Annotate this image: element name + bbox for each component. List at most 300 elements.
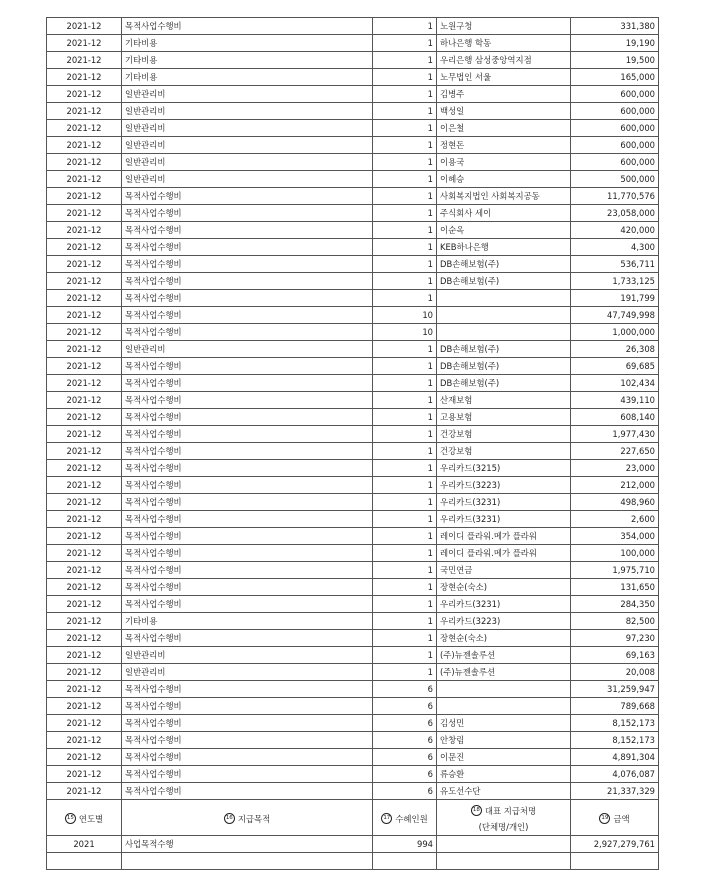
table-row [47, 681, 659, 698]
cell-payee [437, 324, 571, 341]
cell-amount: 600,000 [571, 120, 659, 137]
header-payee: 18 대표 지급처명 (단체명/개인) [437, 800, 571, 836]
cell-year: 2021-12 [47, 528, 122, 545]
cell-purpose: 일반관리비 [122, 137, 373, 154]
cell-payee: 건강보험 [437, 426, 571, 443]
empty-cell [437, 852, 571, 869]
cell-amount: 19,500 [571, 52, 659, 69]
table-row [47, 766, 659, 783]
cell-payee: 이문진 [437, 749, 571, 766]
cell-purpose: 목적사업수행비 [122, 460, 373, 477]
circled-number-icon: 17 [381, 813, 392, 824]
cell-purpose: 목적사업수행비 [122, 681, 373, 698]
table-row [47, 749, 659, 766]
cell-payee: 국민연금 [437, 562, 571, 579]
cell-year: 2021-12 [47, 749, 122, 766]
cell-year: 2021-12 [47, 375, 122, 392]
cell-payee: 노원구청 [437, 18, 571, 35]
header-year: 15 연도별 [47, 800, 122, 836]
cell-amount: 69,163 [571, 647, 659, 664]
cell-count: 1 [373, 239, 437, 256]
cell-year: 2021-12 [47, 664, 122, 681]
disbursement-table [46, 17, 659, 870]
table-row [47, 647, 659, 664]
cell-year: 2021-12 [47, 290, 122, 307]
cell-year: 2021-12 [47, 443, 122, 460]
cell-count: 1 [373, 528, 437, 545]
cell-amount: 31,259,947 [571, 681, 659, 698]
header-payee-sub: (단체명/개인) [478, 821, 529, 832]
cell-payee: 고용보험 [437, 409, 571, 426]
empty-row [47, 852, 659, 869]
cell-payee: 이용국 [437, 154, 571, 171]
cell-amount: 23,058,000 [571, 205, 659, 222]
cell-amount: 11,770,576 [571, 188, 659, 205]
cell-count: 1 [373, 103, 437, 120]
cell-purpose: 기타비용 [122, 613, 373, 630]
cell-purpose: 목적사업수행비 [122, 222, 373, 239]
cell-purpose: 일반관리비 [122, 120, 373, 137]
cell-count: 1 [373, 647, 437, 664]
cell-year: 2021-12 [47, 732, 122, 749]
cell-payee: 이혜승 [437, 171, 571, 188]
cell-year: 2021-12 [47, 460, 122, 477]
cell-purpose: 목적사업수행비 [122, 596, 373, 613]
cell-amount: 1,000,000 [571, 324, 659, 341]
summary-payee [437, 835, 571, 852]
cell-year: 2021-12 [47, 783, 122, 800]
cell-count: 1 [373, 358, 437, 375]
cell-year: 2021-12 [47, 596, 122, 613]
cell-year: 2021-12 [47, 562, 122, 579]
cell-count: 1 [373, 664, 437, 681]
table-row [47, 579, 659, 596]
cell-amount: 600,000 [571, 137, 659, 154]
table-row [47, 256, 659, 273]
cell-count: 1 [373, 545, 437, 562]
cell-payee [437, 290, 571, 307]
cell-payee: 주식회사 세이 [437, 205, 571, 222]
cell-count: 1 [373, 426, 437, 443]
cell-amount: 354,000 [571, 528, 659, 545]
cell-payee: 유도선수단 [437, 783, 571, 800]
cell-purpose: 목적사업수행비 [122, 579, 373, 596]
cell-count: 6 [373, 732, 437, 749]
cell-payee: (주)뉴젠솔루션 [437, 664, 571, 681]
cell-year: 2021-12 [47, 579, 122, 596]
cell-payee [437, 307, 571, 324]
empty-cell [122, 852, 373, 869]
cell-purpose: 일반관리비 [122, 664, 373, 681]
table-row [47, 324, 659, 341]
cell-payee: 장현순(숙소) [437, 630, 571, 647]
summary-count: 994 [373, 835, 437, 852]
cell-payee: DB손해보험(주) [437, 273, 571, 290]
cell-amount: 4,076,087 [571, 766, 659, 783]
cell-amount: 8,152,173 [571, 715, 659, 732]
table-row [47, 732, 659, 749]
cell-year: 2021-12 [47, 698, 122, 715]
cell-payee: 안창림 [437, 732, 571, 749]
table-row [47, 154, 659, 171]
table-row [47, 528, 659, 545]
table-row [47, 443, 659, 460]
cell-year: 2021-12 [47, 358, 122, 375]
cell-payee: 산재보험 [437, 392, 571, 409]
table-row [47, 613, 659, 630]
cell-amount: 1,977,430 [571, 426, 659, 443]
table-row [47, 18, 659, 35]
cell-year: 2021-12 [47, 426, 122, 443]
table-row [47, 783, 659, 800]
cell-count: 1 [373, 613, 437, 630]
cell-year: 2021-12 [47, 35, 122, 52]
header-amount: 19 금액 [571, 800, 659, 836]
table-row [47, 307, 659, 324]
cell-payee: 우리카드(3231) [437, 596, 571, 613]
table-row [47, 426, 659, 443]
disbursement-rows [47, 18, 659, 800]
table-row [47, 239, 659, 256]
cell-payee: 김성민 [437, 715, 571, 732]
circled-number-icon: 19 [599, 813, 610, 824]
cell-purpose: 목적사업수행비 [122, 732, 373, 749]
cell-purpose: 목적사업수행비 [122, 392, 373, 409]
cell-purpose: 목적사업수행비 [122, 494, 373, 511]
table-row [47, 630, 659, 647]
cell-year: 2021-12 [47, 511, 122, 528]
cell-amount: 1,733,125 [571, 273, 659, 290]
cell-count: 1 [373, 392, 437, 409]
cell-amount: 600,000 [571, 103, 659, 120]
cell-purpose: 목적사업수행비 [122, 307, 373, 324]
cell-count: 1 [373, 596, 437, 613]
cell-purpose: 목적사업수행비 [122, 256, 373, 273]
table-row [47, 69, 659, 86]
cell-purpose: 목적사업수행비 [122, 511, 373, 528]
cell-year: 2021-12 [47, 188, 122, 205]
cell-payee: 노무법인 서울 [437, 69, 571, 86]
cell-year: 2021-12 [47, 52, 122, 69]
cell-payee: 우리은행 삼성중앙역지점 [437, 52, 571, 69]
cell-year: 2021-12 [47, 647, 122, 664]
table-row [47, 358, 659, 375]
cell-amount: 69,685 [571, 358, 659, 375]
cell-purpose: 일반관리비 [122, 86, 373, 103]
cell-amount: 420,000 [571, 222, 659, 239]
cell-year: 2021-12 [47, 392, 122, 409]
cell-count: 1 [373, 120, 437, 137]
table-row [47, 222, 659, 239]
cell-count: 6 [373, 766, 437, 783]
cell-count: 1 [373, 511, 437, 528]
cell-count: 10 [373, 307, 437, 324]
table-row [47, 477, 659, 494]
cell-count: 1 [373, 375, 437, 392]
cell-amount: 227,650 [571, 443, 659, 460]
cell-year: 2021-12 [47, 715, 122, 732]
cell-purpose: 목적사업수행비 [122, 205, 373, 222]
cell-year: 2021-12 [47, 256, 122, 273]
cell-payee: 건강보험 [437, 443, 571, 460]
cell-purpose: 목적사업수행비 [122, 188, 373, 205]
cell-payee: 레이디 플라워.메가 플라워 [437, 545, 571, 562]
cell-count: 6 [373, 698, 437, 715]
table-row [47, 494, 659, 511]
cell-amount: 23,000 [571, 460, 659, 477]
cell-amount: 102,434 [571, 375, 659, 392]
cell-amount: 2,600 [571, 511, 659, 528]
cell-purpose: 목적사업수행비 [122, 358, 373, 375]
cell-amount: 131,650 [571, 579, 659, 596]
cell-year: 2021-12 [47, 86, 122, 103]
cell-year: 2021-12 [47, 494, 122, 511]
cell-purpose: 목적사업수행비 [122, 562, 373, 579]
cell-purpose: 일반관리비 [122, 171, 373, 188]
cell-year: 2021-12 [47, 103, 122, 120]
cell-count: 1 [373, 562, 437, 579]
cell-count: 1 [373, 443, 437, 460]
cell-payee [437, 698, 571, 715]
cell-year: 2021-12 [47, 409, 122, 426]
cell-payee: 장현순(숙소) [437, 579, 571, 596]
cell-purpose: 목적사업수행비 [122, 375, 373, 392]
cell-amount: 8,152,173 [571, 732, 659, 749]
cell-amount: 212,000 [571, 477, 659, 494]
cell-purpose: 일반관리비 [122, 154, 373, 171]
cell-year: 2021-12 [47, 120, 122, 137]
table-row [47, 86, 659, 103]
cell-count: 1 [373, 69, 437, 86]
cell-purpose: 일반관리비 [122, 341, 373, 358]
cell-payee: 류승환 [437, 766, 571, 783]
cell-purpose: 목적사업수행비 [122, 18, 373, 35]
table-row [47, 273, 659, 290]
cell-year: 2021-12 [47, 630, 122, 647]
cell-count: 6 [373, 783, 437, 800]
cell-count: 1 [373, 630, 437, 647]
cell-payee: DB손해보험(주) [437, 341, 571, 358]
cell-count: 1 [373, 409, 437, 426]
cell-amount: 165,000 [571, 69, 659, 86]
cell-count: 1 [373, 188, 437, 205]
empty-cell [373, 852, 437, 869]
cell-year: 2021-12 [47, 613, 122, 630]
cell-purpose: 목적사업수행비 [122, 290, 373, 307]
cell-year: 2021-12 [47, 477, 122, 494]
cell-year: 2021-12 [47, 545, 122, 562]
cell-amount: 789,668 [571, 698, 659, 715]
empty-cell [571, 852, 659, 869]
column-header-row [47, 800, 659, 836]
table-row [47, 409, 659, 426]
table-row [47, 375, 659, 392]
cell-purpose: 목적사업수행비 [122, 443, 373, 460]
table-row [47, 664, 659, 681]
cell-count: 1 [373, 52, 437, 69]
cell-count: 1 [373, 256, 437, 273]
table-row [47, 392, 659, 409]
header-count: 17 수혜인원 [373, 800, 437, 836]
cell-amount: 536,711 [571, 256, 659, 273]
table-row [47, 562, 659, 579]
cell-purpose: 일반관리비 [122, 647, 373, 664]
table-row [47, 596, 659, 613]
cell-year: 2021-12 [47, 307, 122, 324]
cell-purpose: 목적사업수행비 [122, 273, 373, 290]
table-row [47, 545, 659, 562]
cell-payee: (주)뉴젠솔루션 [437, 647, 571, 664]
summary-purpose: 사업목적수행 [122, 835, 373, 852]
cell-count: 10 [373, 324, 437, 341]
table-row [47, 35, 659, 52]
cell-payee: 우리카드(3231) [437, 511, 571, 528]
cell-count: 1 [373, 460, 437, 477]
cell-year: 2021-12 [47, 18, 122, 35]
cell-purpose: 기타비용 [122, 35, 373, 52]
summary-year: 2021 [47, 835, 122, 852]
cell-purpose: 목적사업수행비 [122, 239, 373, 256]
cell-year: 2021-12 [47, 154, 122, 171]
cell-payee: DB손해보험(주) [437, 358, 571, 375]
summary-row [47, 835, 659, 852]
cell-year: 2021-12 [47, 137, 122, 154]
cell-count: 1 [373, 154, 437, 171]
cell-purpose: 일반관리비 [122, 103, 373, 120]
table-row [47, 460, 659, 477]
cell-count: 1 [373, 579, 437, 596]
table-row [47, 171, 659, 188]
cell-amount: 100,000 [571, 545, 659, 562]
cell-year: 2021-12 [47, 171, 122, 188]
table-row [47, 103, 659, 120]
cell-year: 2021-12 [47, 239, 122, 256]
cell-purpose: 목적사업수행비 [122, 698, 373, 715]
empty-cell [47, 852, 122, 869]
cell-payee: 우리카드(3223) [437, 477, 571, 494]
cell-amount: 608,140 [571, 409, 659, 426]
cell-payee: 이순옥 [437, 222, 571, 239]
summary-amount: 2,927,279,761 [571, 835, 659, 852]
cell-amount: 19,190 [571, 35, 659, 52]
cell-payee: 이은철 [437, 120, 571, 137]
cell-count: 1 [373, 137, 437, 154]
cell-payee: 사회복지법인 사회복지공동 [437, 188, 571, 205]
cell-payee: 김병주 [437, 86, 571, 103]
cell-payee: 레이디 플라워.메가 플라워 [437, 528, 571, 545]
cell-purpose: 목적사업수행비 [122, 477, 373, 494]
cell-year: 2021-12 [47, 341, 122, 358]
table-row [47, 120, 659, 137]
cell-year: 2021-12 [47, 222, 122, 239]
cell-payee: 정현돈 [437, 137, 571, 154]
cell-amount: 600,000 [571, 86, 659, 103]
circled-number-icon: 16 [224, 813, 235, 824]
cell-purpose: 목적사업수행비 [122, 528, 373, 545]
cell-year: 2021-12 [47, 681, 122, 698]
cell-count: 6 [373, 715, 437, 732]
table-row [47, 511, 659, 528]
cell-amount: 47,749,998 [571, 307, 659, 324]
cell-payee: 하나은행 학동 [437, 35, 571, 52]
table-row [47, 52, 659, 69]
cell-count: 1 [373, 18, 437, 35]
table-row [47, 290, 659, 307]
cell-amount: 331,380 [571, 18, 659, 35]
table-row [47, 715, 659, 732]
cell-count: 1 [373, 494, 437, 511]
cell-payee: 백성일 [437, 103, 571, 120]
cell-payee: 우리카드(3215) [437, 460, 571, 477]
table-row [47, 137, 659, 154]
cell-count: 1 [373, 273, 437, 290]
cell-count: 6 [373, 749, 437, 766]
circled-number-icon: 15 [65, 813, 76, 824]
cell-purpose: 목적사업수행비 [122, 766, 373, 783]
table-row [47, 341, 659, 358]
cell-count: 1 [373, 35, 437, 52]
cell-amount: 4,300 [571, 239, 659, 256]
cell-amount: 97,230 [571, 630, 659, 647]
cell-purpose: 목적사업수행비 [122, 324, 373, 341]
cell-purpose: 기타비용 [122, 52, 373, 69]
cell-amount: 498,960 [571, 494, 659, 511]
cell-year: 2021-12 [47, 273, 122, 290]
cell-year: 2021-12 [47, 766, 122, 783]
cell-year: 2021-12 [47, 324, 122, 341]
cell-amount: 284,350 [571, 596, 659, 613]
cell-year: 2021-12 [47, 69, 122, 86]
cell-amount: 600,000 [571, 154, 659, 171]
cell-purpose: 목적사업수행비 [122, 426, 373, 443]
cell-purpose: 목적사업수행비 [122, 409, 373, 426]
cell-payee: DB손해보험(주) [437, 375, 571, 392]
cell-purpose: 목적사업수행비 [122, 749, 373, 766]
cell-payee: 우리카드(3223) [437, 613, 571, 630]
cell-amount: 82,500 [571, 613, 659, 630]
cell-payee: 우리카드(3231) [437, 494, 571, 511]
cell-count: 1 [373, 86, 437, 103]
cell-payee [437, 681, 571, 698]
cell-year: 2021-12 [47, 205, 122, 222]
cell-amount: 20,008 [571, 664, 659, 681]
cell-count: 1 [373, 477, 437, 494]
cell-count: 6 [373, 681, 437, 698]
cell-purpose: 기타비용 [122, 69, 373, 86]
circled-number-icon: 18 [471, 805, 482, 816]
cell-purpose: 목적사업수행비 [122, 545, 373, 562]
cell-count: 1 [373, 205, 437, 222]
cell-purpose: 목적사업수행비 [122, 715, 373, 732]
cell-count: 1 [373, 290, 437, 307]
cell-count: 1 [373, 341, 437, 358]
cell-purpose: 목적사업수행비 [122, 630, 373, 647]
cell-purpose: 목적사업수행비 [122, 783, 373, 800]
header-purpose: 16 지급목적 [122, 800, 373, 836]
cell-amount: 4,891,304 [571, 749, 659, 766]
cell-count: 1 [373, 222, 437, 239]
table-row [47, 698, 659, 715]
cell-amount: 26,308 [571, 341, 659, 358]
table-row [47, 188, 659, 205]
cell-amount: 1,975,710 [571, 562, 659, 579]
table-row [47, 205, 659, 222]
cell-payee: KEB하나은행 [437, 239, 571, 256]
cell-amount: 21,337,329 [571, 783, 659, 800]
cell-payee: DB손해보험(주) [437, 256, 571, 273]
cell-count: 1 [373, 171, 437, 188]
cell-amount: 439,110 [571, 392, 659, 409]
